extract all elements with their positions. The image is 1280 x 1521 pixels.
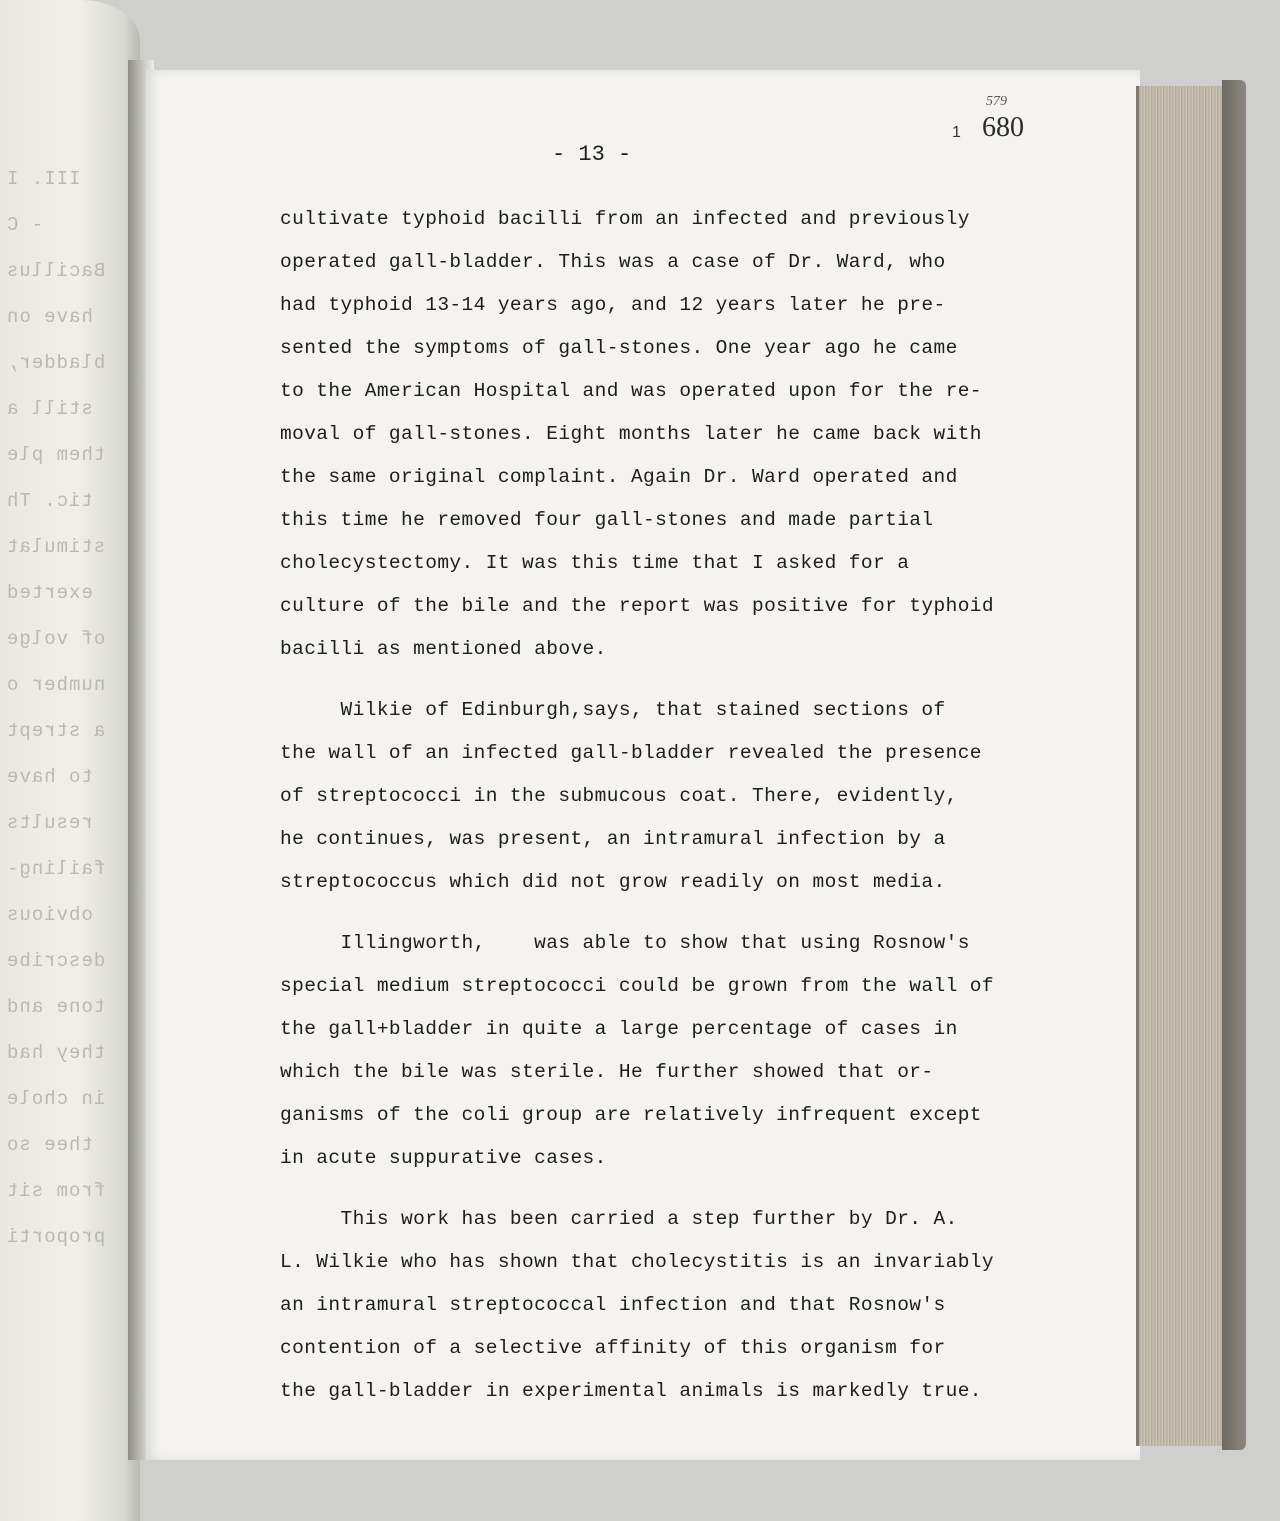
left-page-ghost-text: number o [6,674,106,696]
text-line: contention of a selective affinity of this organism for [280,1337,946,1359]
left-page-ghost-text: of volge [6,628,106,650]
text-line: cultivate typhoid bacilli from an infected and previously [280,208,970,230]
text-line: this time he removed four gall-stones and made partial [280,509,934,531]
left-page-ghost-text: they had [6,1042,106,1064]
text-line: the gall-bladder in experimental animals is markedly true. [280,1380,982,1402]
left-page-ghost-text: obvious [6,904,93,926]
paragraph-gap [280,904,1060,922]
paragraph-gap [280,1180,1060,1198]
text-line: culture of the bile and the report was positive for typhoid [280,595,995,617]
text-line: special medium streptococci could be grown from the wall of [280,975,995,997]
text-line: ganisms of the coli group are relatively infrequent except [280,1104,982,1126]
margin-mark: 1 [952,124,961,141]
left-page-ghost-text: III. I [6,168,81,190]
folio-number: 680 [982,112,1024,143]
text-line: which the bile was sterile. He further showed that or- [280,1061,934,1083]
text-line: operated gall-bladder. This was a case of Dr. Ward, who [280,251,946,273]
left-page-ghost-text: exerted [6,582,93,604]
left-page-ghost-text: results [6,812,93,834]
text-line: to the American Hospital and was operated upon for the re- [280,380,982,402]
text-line: an intramural streptococcal infection and that Rosnow's [280,1294,946,1316]
left-page-ghost-text: proporti [6,1226,106,1248]
left-page-ghost-text: to have [6,766,93,788]
text-line: sented the symptoms of gall-stones. One year ago he came [280,337,958,359]
text-line: moval of gall-stones. Eight months later he came back with [280,423,982,445]
folio-handwritten-number: 579 [986,94,1007,109]
left-page-ghost-text: them ple [6,444,106,466]
left-page-ghost-text: from sit [6,1180,106,1202]
left-page-ghost-text: tone and [6,996,106,1018]
text-line: Wilkie of Edinburgh,says, that stained sections of [280,699,946,721]
text-line: the gall+bladder in quite a large percentage of cases in [280,1018,958,1040]
left-page-ghost-text: describe [6,950,106,972]
left-page-ghost-text: Bacillus [6,260,106,282]
paragraph-gap [280,671,1060,689]
text-line: bacilli as mentioned above. [280,638,607,660]
text-line: had typhoid 13-14 years ago, and 12 years later he pre- [280,294,946,316]
text-line: L. Wilkie who has shown that cholecystitis is an invariably [280,1251,995,1273]
text-line: the wall of an infected gall-bladder revealed the presence [280,742,982,764]
text-line: he continues, was present, an intramural infection by a [280,828,946,850]
book-cover-edge [1222,80,1246,1450]
left-page-ghost-text: still a [6,398,93,420]
left-page-ghost-text: a strept [6,720,106,742]
left-page-ghost-text: tic. Th [6,490,93,512]
typed-text-body [280,198,1060,1413]
text-line: streptococcus which did not grow readily on most media. [280,871,946,893]
left-page [0,0,140,1521]
text-line: of streptococci in the submucous coat. There, evidently, [280,785,958,807]
left-page-ghost-text: failing- [6,858,106,880]
text-line: in acute suppurative cases. [280,1147,607,1169]
left-page-ghost-text: have on [6,306,93,328]
text-line: This work has been carried a step further by Dr. A. [280,1208,958,1230]
left-page-ghost-text: thee so [6,1134,93,1156]
text-line: cholecystectomy. It was this time that I asked for a [280,552,910,574]
left-page-ghost-text: in chole [6,1088,106,1110]
left-page-ghost-text: bladder, [6,352,106,374]
left-page-ghost-text: stimulat [6,536,106,558]
text-line: the same original complaint. Again Dr. Ward operated and [280,466,958,488]
left-page-ghost-text: - C [6,214,44,236]
page-number: - 13 - [552,142,632,167]
text-line: Illingworth, was able to show that using Rosnow's [280,932,970,954]
